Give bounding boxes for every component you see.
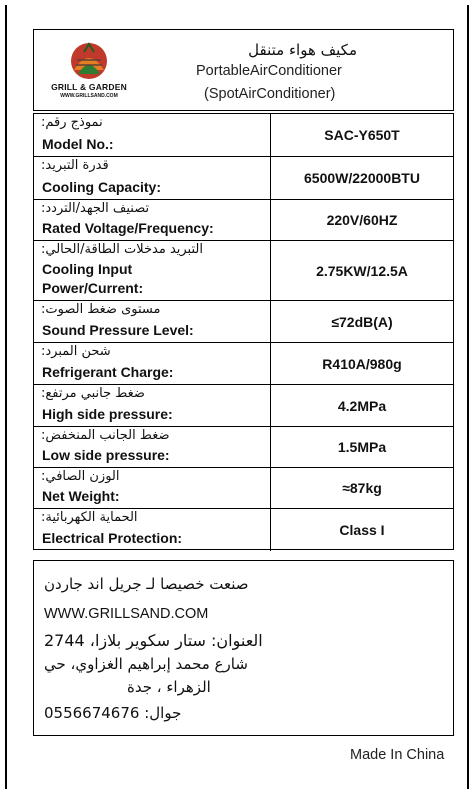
brand-logo (44, 40, 134, 106)
spec-label: Electrical Protection: (42, 530, 183, 546)
product-title-arabic: مكيف هواء متنقل (248, 41, 357, 59)
address-line-3: الزهراء ، جدة (127, 678, 211, 696)
spec-value: ≈87kg (342, 480, 382, 496)
spec-value: 1.5MPa (337, 439, 387, 455)
brand-url: WWW.GRILLSAND.COM (60, 93, 118, 99)
spec-label-cell (34, 200, 271, 240)
spec-label: High side pressure: (42, 406, 173, 422)
spec-label: Refrigerant Charge: (42, 364, 174, 380)
spec-row (34, 301, 453, 343)
spec-row (34, 200, 453, 241)
manufacturer-address-box (33, 560, 454, 736)
spec-label-line2: Power/Current: (42, 280, 144, 296)
spec-label-arabic: ضغط الجانب المنخفض: (41, 428, 170, 443)
spec-label-cell (34, 241, 271, 300)
spec-value: 2.75KW/12.5A (316, 262, 408, 279)
spec-label-cell (34, 343, 271, 384)
spec-label-cell (34, 114, 271, 156)
spec-value: ≤72dB(A) (331, 313, 393, 330)
spec-value: Class I (339, 522, 385, 538)
spec-label-arabic: قدرة التبريد: (41, 158, 109, 173)
spec-label-arabic: تصنيف الجهد/التردد: (41, 201, 150, 216)
spec-label-cell (34, 509, 271, 551)
spec-value: 4.2MPa (337, 397, 387, 414)
spec-label-cell (34, 427, 271, 467)
spec-label: Rated Voltage/Frequency: (42, 220, 214, 236)
spec-row (34, 241, 453, 301)
address-line-2: شارع محمد إبراهيم الغزاوي، حي (44, 655, 248, 673)
spec-label-arabic: مستوى ضغط الصوت: (41, 302, 161, 317)
spec-row (34, 385, 453, 427)
spec-label-cell (34, 157, 271, 199)
spec-label-cell (34, 301, 271, 342)
spec-label: Net Weight: (42, 488, 120, 504)
spec-label: Sound Pressure Level: (42, 322, 194, 338)
spec-table (33, 113, 454, 550)
label-header (33, 29, 454, 111)
spec-value: SAC-Y650T (324, 127, 400, 143)
address-line-1: العنوان: ستار سكوير بلازا، 2744 (44, 631, 263, 650)
spec-value: 220V/60HZ (326, 212, 398, 228)
spec-label-arabic: الوزن الصافي: (41, 469, 120, 484)
spec-label-cell (34, 385, 271, 426)
website-text: WWW.GRILLSAND.COM (44, 606, 209, 622)
spec-label: Model No.: (42, 136, 114, 152)
spec-value: R410A/980g (322, 355, 402, 372)
product-subtitle: (SpotAirConditioner) (204, 86, 336, 102)
spec-row (34, 157, 453, 200)
spec-row (34, 114, 453, 157)
spec-label: Cooling Input (42, 261, 133, 277)
spec-label-arabic: الحماية الكهربائية: (41, 510, 138, 525)
made-for-text: صنعت خصيصا لـ جريل اند جاردن (44, 575, 249, 593)
spec-label: Low side pressure: (42, 447, 170, 463)
spec-row (34, 468, 453, 509)
spec-label-arabic: نموذج رقم: (41, 115, 103, 130)
label-sheet (5, 5, 469, 789)
spec-row (34, 509, 453, 551)
spec-row (34, 427, 453, 468)
spec-value: 6500W/22000BTU (304, 170, 420, 186)
spec-row (34, 343, 453, 385)
brand-name: GRILL & GARDEN (51, 82, 127, 92)
product-title: PortableAirConditioner (196, 63, 342, 79)
spec-label-arabic: شحن المبرد: (41, 344, 111, 359)
spec-label: Cooling Capacity: (42, 179, 162, 195)
spec-label-cell (34, 468, 271, 508)
spec-label-arabic: التبريد مدخلات الطاقة/الحالي: (41, 242, 203, 257)
flame-leaf-icon (44, 40, 134, 84)
phone-text: جوال: 0556674676 (44, 704, 182, 722)
spec-label-arabic: ضغط جانبي مرتفع: (41, 386, 145, 401)
country-of-origin: Made In China (350, 747, 445, 763)
